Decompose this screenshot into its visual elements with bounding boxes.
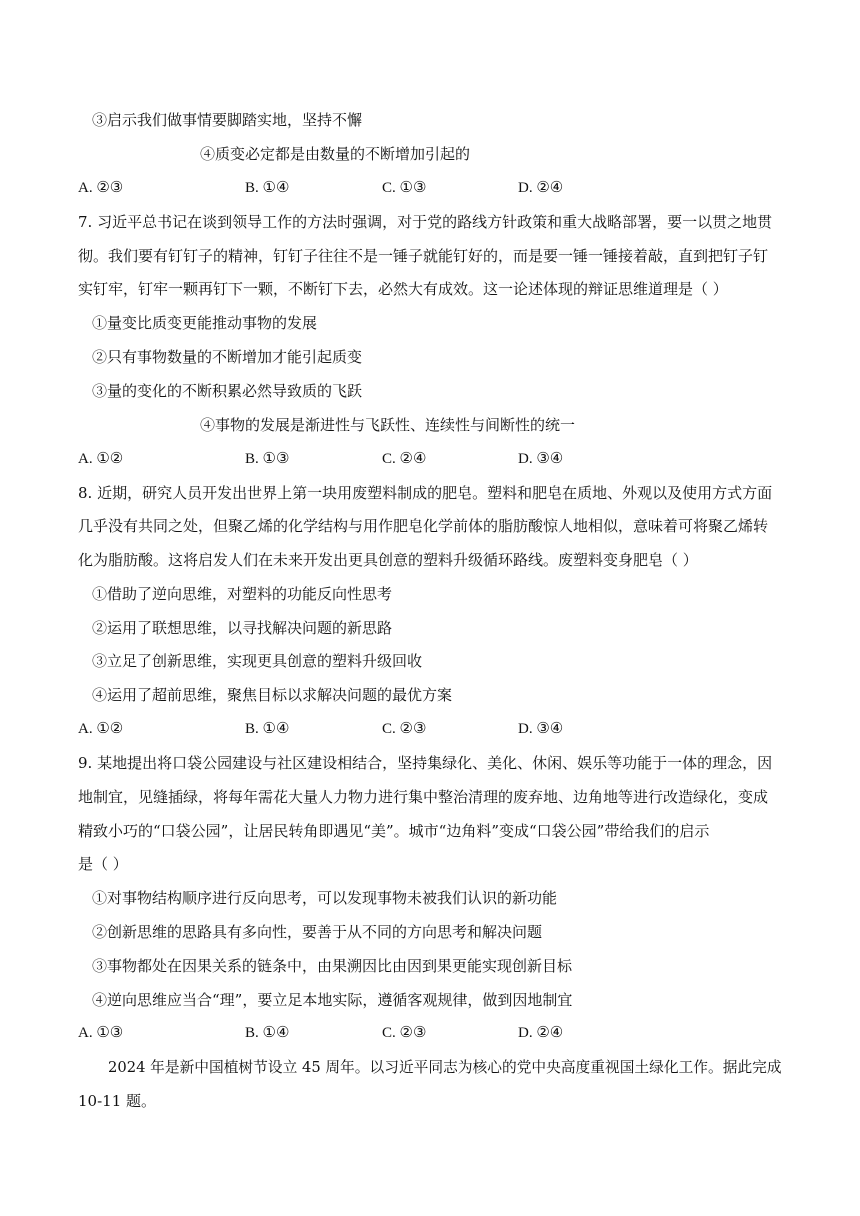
q8-statement-3: ③立足了创新思维，实现更具创意的塑料升级回收 [92,652,423,670]
q9-statement-3: ③事物都处在因果关系的链条中，由果溯因比由因到果更能实现创新目标 [92,957,573,975]
q9-stem-line-1: 9. 某地提出将口袋公园建设与社区建设相结合，坚持集绿化、美化、休闲、娱乐等功能于一体的理念，因 [78,754,773,772]
q9-stem-line-4: 是（ ） [78,855,128,873]
q8-option-a: A. ①② [78,721,124,737]
q9-option-d: D. ②④ [518,1025,564,1041]
q6-option-b: B. ①④ [245,180,290,196]
q9-statement-1: ①对事物结构顺序进行反向思考，可以发现事物未被我们认识的新功能 [92,889,558,907]
q8-option-b: B. ①④ [245,721,290,737]
q9-stem-line-2: 地制宜，见缝插绿，将每年需花大量人力物力进行集中整治清理的废弃地、边角地等进行改造绿化，变成 [78,788,769,806]
q7-option-a: A. ①② [78,451,124,467]
q7-option-b: B. ①③ [245,451,290,467]
q9-option-a: A. ①③ [78,1025,124,1041]
q8-option-d: D. ③④ [518,721,564,737]
q7-stem-line-3: 实钉牢，钉牢一颗再钉下一颗，不断钉下去，必然大有成效。这一论述体现的辩证思维道理是（ ） [78,280,728,298]
q8-statement-4: ④运用了超前思维，聚焦目标以求解决问题的最优方案 [92,686,453,704]
q6-option-d: D. ②④ [518,180,564,196]
q7-statement-4: ④事物的发展是渐进性与飞跃性、连续性与间断性的统一 [200,416,576,434]
intro-line-1: 2024 年是新中国植树节设立 45 周年。以习近平同志为核心的党中央高度重视国土绿化工作。据此完成 [108,1058,782,1076]
q7-stem-line-1: 7. 习近平总书记在谈到领导工作的方法时强调，对于党的路线方针政策和重大战略部署，要一以贯之地贯 [78,213,773,231]
q8-option-c: C. ②③ [382,721,427,737]
q6-option-c: C. ①③ [382,180,427,196]
q7-option-c: C. ②④ [382,451,427,467]
q7-option-d: D. ③④ [518,451,564,467]
q6-option-a: A. ②③ [78,180,124,196]
q8-statement-2: ②运用了联想思维，以寻找解决问题的新思路 [92,619,393,637]
q8-stem-line-1: 8. 近期，研究人员开发出世界上第一块用废塑料制成的肥皂。塑料和肥皂在质地、外观以及使用方式方面 [78,484,773,502]
intro-line-2: 10-11 题。 [78,1092,157,1110]
q9-option-b: B. ①④ [245,1025,290,1041]
q9-stem-line-3: 精致小巧的“口袋公园”，让居民转角即遇见“美”。城市“边角料”变成“口袋公园”带给我们的启示 [78,822,710,840]
q7-stem-line-2: 彻。我们要有钉钉子的精神，钉钉子往往不是一锤子就能钉好的，而是要一锤一锤接着敲，直到把钉子钉 [78,247,769,265]
q7-statement-3: ③量的变化的不断积累必然导致质的飞跃 [92,382,363,400]
q7-statement-1: ①量变比质变更能推动事物的发展 [92,314,318,332]
q6-statement-3: ③启示我们做事情要脚踏实地，坚持不懈 [92,111,363,129]
q8-statement-1: ①借助了逆向思维，对塑料的功能反向性思考 [92,585,393,603]
q8-stem-line-3: 化为脂肪酸。这将启发人们在未来开发出更具创意的塑料升级循环路线。废塑料变身肥皂（ ） [78,551,698,569]
q9-statement-2: ②创新思维的思路具有多向性，要善于从不同的方向思考和解决问题 [92,923,543,941]
q7-statement-2: ②只有事物数量的不断增加才能引起质变 [92,348,363,366]
q9-statement-4: ④逆向思维应当合“理”，要立足本地实际，遵循客观规律，做到因地制宜 [92,991,573,1009]
q8-stem-line-2: 几乎没有共同之处，但聚乙烯的化学结构与用作肥皂化学前体的脂肪酸惊人地相似，意味着可将聚乙烯转 [78,517,769,535]
q9-option-c: C. ②③ [382,1025,427,1041]
q6-statement-4: ④质变必定都是由数量的不断增加引起的 [200,145,471,163]
